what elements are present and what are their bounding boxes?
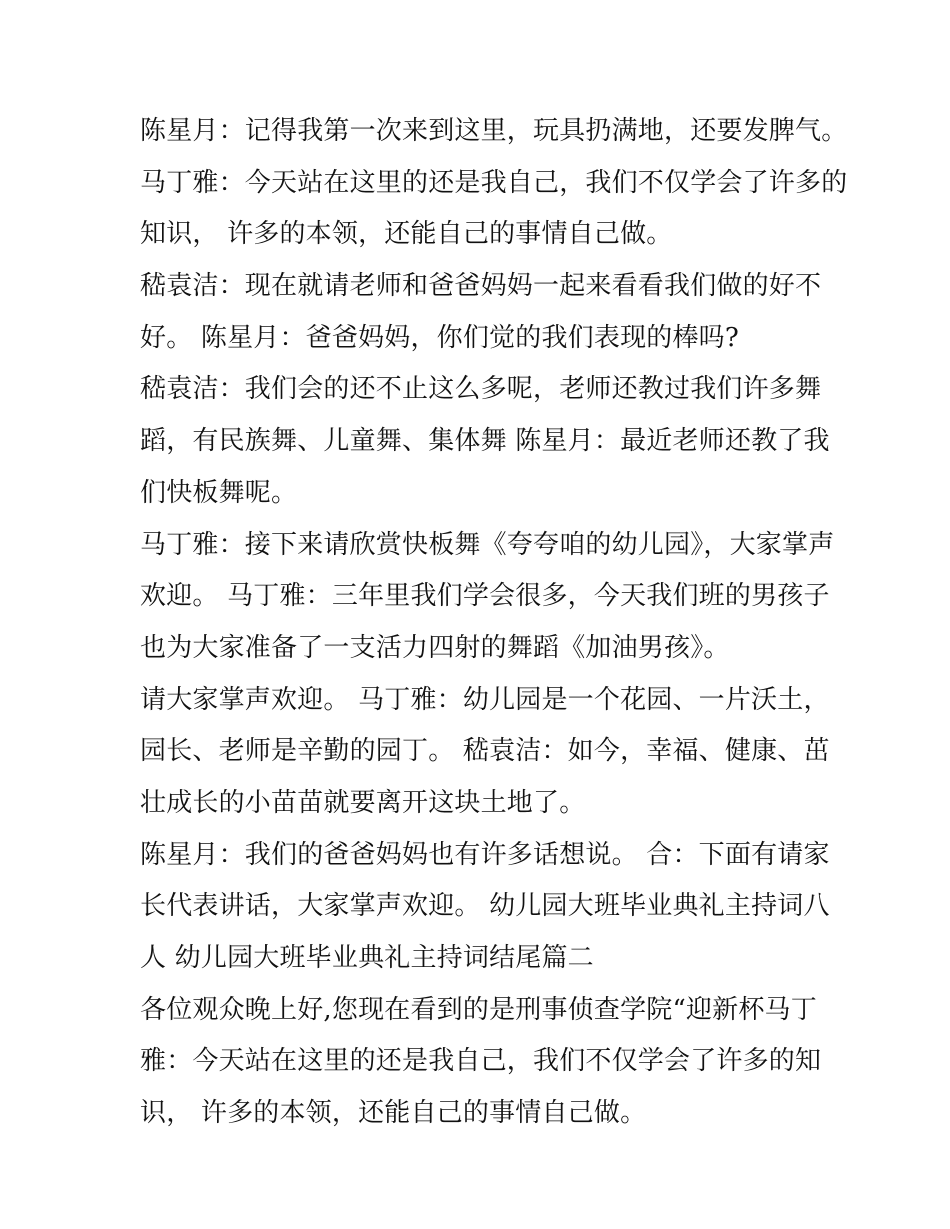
text-line: 好。 陈星月：爸爸妈妈，你们觉的我们表现的棒吗? [140,322,740,353]
text-line: 也为大家准备了一支活力四射的舞蹈《加油男孩》。 [140,632,730,663]
text-line: 人 幼儿园大班毕业典礼主持词结尾篇二 [140,943,594,973]
text-line: 长代表讲话，大家掌声欢迎。 幼儿园大班毕业典礼主持词八 [140,891,830,922]
text-line: 欢迎。 马丁雅：三年里我们学会很多，今天我们班的男孩子 [140,581,830,612]
text-line: 陈星月：我们的爸爸妈妈也有许多话想说。 合：下面有请家 [140,839,830,870]
text-line: 蹈，有民族舞、儿童舞、集体舞 陈星月：最近老师还教了我 [140,426,830,457]
text-line: 各位观众晚上好,您现在看到的是刑事侦查学院“迎新杯马丁 [140,994,817,1025]
text-line: 识， 许多的本领，还能自己的事情自己做。 [140,1098,647,1129]
text-line: 雅：今天站在这里的还是我自己，我们不仅学会了许多的知 [140,1046,822,1077]
text-line: 陈星月：记得我第一次来到这里，玩具扔满地，还要发脾气。 [140,116,848,146]
text-line: 嵇袁洁：现在就请老师和爸爸妈妈一起来看看我们做的好不 [140,271,822,302]
text-line: 壮成长的小苗苗就要离开这块土地了。 [140,787,586,818]
text-line: 嵇袁洁：我们会的还不止这么多呢，老师还教过我们许多舞 [140,374,822,405]
document-body [140,106,848,1140]
text-line: 马丁雅：今天站在这里的还是我自己，我们不仅学会了许多的 [140,167,848,198]
text-line: 园长、老师是辛勤的园丁。 嵇袁洁：如今，幸福、健康、茁 [140,736,830,767]
text-line: 马丁雅：接下来请欣赏快板舞《夸夸咱的幼儿园》，大家掌声 [140,529,835,560]
text-line: 知识， 许多的本领，还能自己的事情自己做。 [140,219,673,250]
text-line: 请大家掌声欢迎。 马丁雅：幼儿园是一个花园、一片沃土， [140,684,830,715]
text-line: 们快板舞呢。 [140,477,298,508]
